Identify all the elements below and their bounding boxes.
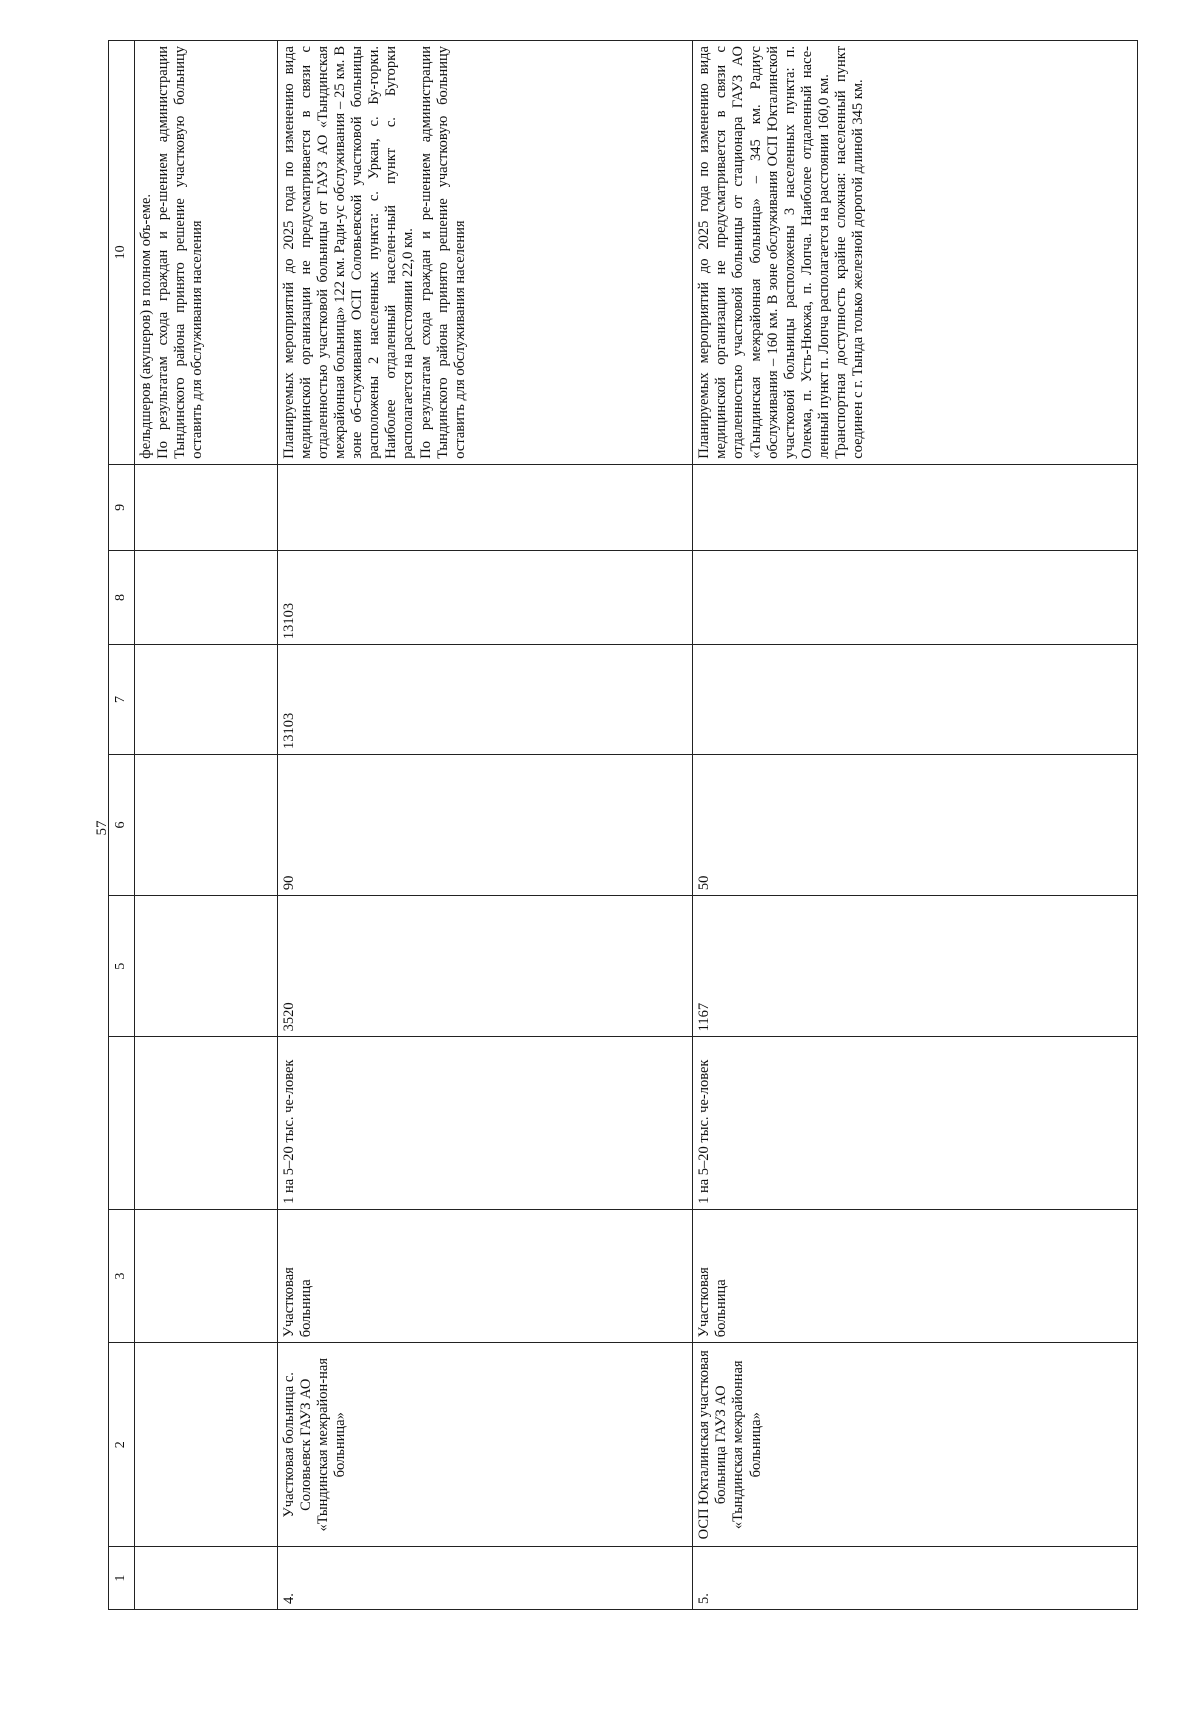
cell-radius: 50: [693, 754, 1138, 895]
cell-col8: 13103: [277, 550, 693, 644]
header-col-5: 5: [109, 896, 135, 1037]
cell-type: [135, 1209, 278, 1342]
header-col-7: 7: [109, 645, 135, 755]
cell-col7: 13103: [277, 645, 693, 755]
cell-pop: 1167: [693, 896, 1138, 1037]
cell-num: 5.: [693, 1547, 1138, 1610]
cell-pop: 3520: [277, 896, 693, 1037]
note-paragraph: Транспортная доступность крайне сложная: населенный пункт соединен с г. Тында только железной дорогой длиной 345 км.: [833, 46, 867, 459]
cell-name: [135, 1343, 278, 1547]
cell-type: Участковая больница: [693, 1209, 1138, 1342]
table-row: [277, 41, 693, 1610]
rotated-table-container: [108, 40, 1138, 1610]
table-row: [135, 41, 278, 1610]
header-col-3: 3: [109, 1209, 135, 1342]
header-col-9: 9: [109, 464, 135, 550]
header-col-1: 1: [109, 1547, 135, 1610]
note-paragraph: По результатам схода граждан и ре-шением администрации Тындинского района принято решение участковую больницу оставить для обслуживания населения: [417, 46, 468, 459]
cell-radius: 90: [277, 754, 693, 895]
cell-radius: [135, 754, 278, 895]
cell-norm: 1 на 5–20 тыс. че-ловек: [693, 1037, 1138, 1210]
cell-col8: [693, 550, 1138, 644]
cell-notes: [135, 41, 278, 465]
cell-pop: [135, 896, 278, 1037]
cell-num: [135, 1547, 278, 1610]
cell-col7: [135, 645, 278, 755]
header-col-2: 2: [109, 1343, 135, 1547]
cell-notes: [277, 41, 693, 465]
cell-col9: [277, 464, 693, 550]
header-col-4: [109, 1037, 135, 1210]
table-row: [693, 41, 1138, 1610]
header-col-8: 8: [109, 550, 135, 644]
cell-notes: [693, 41, 1138, 465]
note-paragraph: По результатам схода граждан и ре-шением администрации Тындинского района принято решение участковую больницу оставить для обслуживания населения: [155, 46, 206, 459]
cell-num: 4.: [277, 1547, 693, 1610]
note-paragraph: фельдшеров (акушеров) в полном объ-еме.: [138, 193, 155, 459]
cell-type: Участковая больница: [277, 1209, 693, 1342]
header-col-10: 10: [109, 41, 135, 465]
cell-norm: [135, 1037, 278, 1210]
hospitals-table: [108, 40, 1138, 1610]
note-paragraph: Планируемых мероприятий до 2025 года по изменению вида медицинской организации не предусматривается в связи с отдаленностью участковой больницы от ГАУЗ АО «Тындинская межрайонная больница» 122 км. Ради-ус обслуживания – 25 км. В зоне об-служивания ОСП Соловьевской участковой больницы расположены 2 населенных пункта: с. Уркан, с. Бу-горки. Наиболее отдаленный населен-ный пункт с. Бугорки располагается на расстоянии 22,0 км.: [280, 46, 417, 459]
cell-col7: [693, 645, 1138, 755]
cell-name: ОСП Юкталинская участковая больница ГАУЗ АО «Тындинская межрайонная больница»: [693, 1343, 1138, 1547]
note-paragraph: Планируемых мероприятий до 2025 года по изменению вида медицинской организации не предусматривается в связи с отдаленностью участковой больницы от стационара ГАУЗ АО «Тындинская межрайонная больница» – 345 км. Радиус обслуживания – 160 км. В зоне обслуживания ОСП Юкталинской участковой больницы расположены 3 населенных пункта: п. Олекма, п. Усть-Нюкжа, п. Лопча. Наиболее отдаленный насе-ленный пункт п. Лопча располагается на расстоянии 160,0 км.: [696, 46, 833, 459]
header-col-6: 6: [109, 754, 135, 895]
cell-col9: [693, 464, 1138, 550]
cell-col8: [135, 550, 278, 644]
page-number: 57: [94, 820, 110, 836]
cell-name: Участковая больница с. Соловьевск ГАУЗ АО «Тындинская межрайон-ная больница»: [277, 1343, 693, 1547]
cell-col9: [135, 464, 278, 550]
cell-norm: 1 на 5–20 тыс. че-ловек: [277, 1037, 693, 1210]
header-row: [109, 41, 135, 1610]
